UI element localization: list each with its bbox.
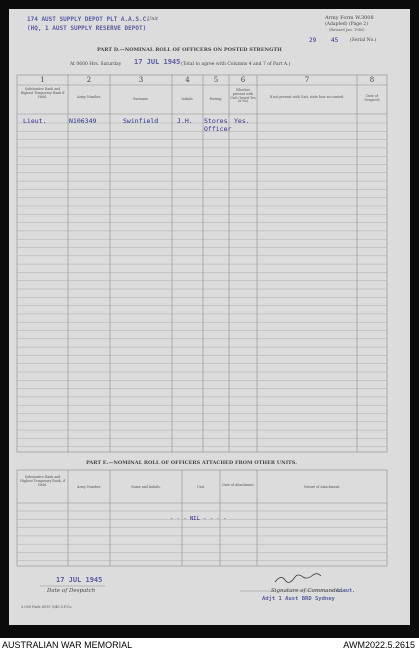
col-number-4: 4	[185, 76, 190, 84]
signature-scribble	[275, 574, 321, 583]
despatch-date-stamp: 17 JUL 1945	[56, 576, 103, 584]
signature-label: Signature of Commander	[271, 588, 342, 594]
entry-posting-line2: Officer	[204, 125, 232, 133]
part-e-nil-entry: - - - NIL - - - -	[170, 516, 227, 522]
part-d-date-prefix: At 0600 Hrs. Saturday	[70, 62, 122, 67]
part-d-title: PART D.—NOMINAL ROLL OF OFFICERS ON POSTED STRENGTH	[97, 47, 282, 53]
col-number-3: 3	[138, 76, 144, 84]
entry-army-number: N106349	[69, 117, 97, 125]
col-number-5: 5	[213, 76, 219, 84]
col-number-8: 8	[369, 76, 375, 84]
col-header-surname: Surname.	[133, 97, 149, 101]
col-header-rank: Substantive Rank and Highest Temporary Rank if Held.	[20, 87, 65, 99]
col-number-2: 2	[86, 76, 92, 84]
serial-year: 45	[331, 37, 339, 44]
part-e-header-date: Date of Attachment.	[222, 483, 255, 487]
col-number-1: 1	[40, 76, 45, 84]
printer-line: 2,000 Pads 8019 5/40 S.P.Co.	[21, 605, 73, 609]
caption-institution: AUSTRALIAN WAR MEMORIAL	[2, 640, 133, 650]
col-header-initials: Initials.	[181, 97, 194, 101]
col-header-present: Whether present with Unit (Insert Yes or No)	[230, 88, 256, 104]
signature-stamp: Adjt 1 Aust BRD Sydney	[262, 596, 335, 602]
form-title: Army Form W.3008	[325, 15, 374, 21]
archive-caption	[0, 638, 419, 653]
despatch-label: Date of Despatch	[47, 588, 96, 594]
part-e-header-army-number: Army Number.	[77, 485, 101, 489]
entry-posting-line1: Stores	[204, 117, 228, 125]
part-e-header-unit: Unit.	[196, 485, 206, 489]
unit-label: Unit	[147, 16, 159, 22]
col-number-6: 6	[240, 76, 246, 84]
form-sub2: (Revised Jan. 1940)	[329, 28, 365, 32]
caption-accession-number: AWM2022.5.2615	[343, 640, 415, 650]
entry-surname: Swinfield	[123, 117, 159, 125]
part-d-date-suffix: (Total to agree with Columns 4 and 7 of Part A.)	[181, 62, 291, 67]
entry-rank: Lieut.	[23, 117, 47, 125]
col-header-despatch: Date of Despatch	[364, 94, 380, 102]
col-header-army-number: Army Number.	[77, 95, 101, 99]
entry-present: Yes.	[234, 117, 250, 125]
form-sub1: (Adapted) (Page 2)	[325, 22, 368, 27]
unit-stamp-line1: 174 AUST SUPPLY DEPOT PLT A.A.S.C.	[27, 16, 150, 23]
col-number-7: 7	[304, 76, 310, 84]
part-e-header-nature: Nature of Attachment.	[303, 485, 341, 489]
col-header-accounted: If not present with Unit, state how accounted.	[269, 95, 345, 99]
serial-label: (Serial No.)	[350, 38, 377, 43]
part-d-date-stamp: 17 JUL 1945	[134, 58, 181, 66]
part-e-header-name: Name and Initials.	[131, 485, 161, 489]
serial-number: 29	[309, 37, 317, 44]
entry-initials: J.H.	[177, 117, 193, 125]
signature-suffix: Lieut.	[337, 588, 356, 594]
unit-stamp-line2: (HQ, 1 AUST SUPPLY RESERVE DEPOT)	[27, 25, 147, 32]
part-e-header-rank: Substantive Rank and Highest Temporary Rank, if Held.	[20, 475, 65, 487]
col-header-posting: Posting.	[209, 97, 223, 101]
part-e-title: PART E.—NOMINAL ROLL OF OFFICERS ATTACHED FROM OTHER UNITS.	[86, 460, 297, 466]
